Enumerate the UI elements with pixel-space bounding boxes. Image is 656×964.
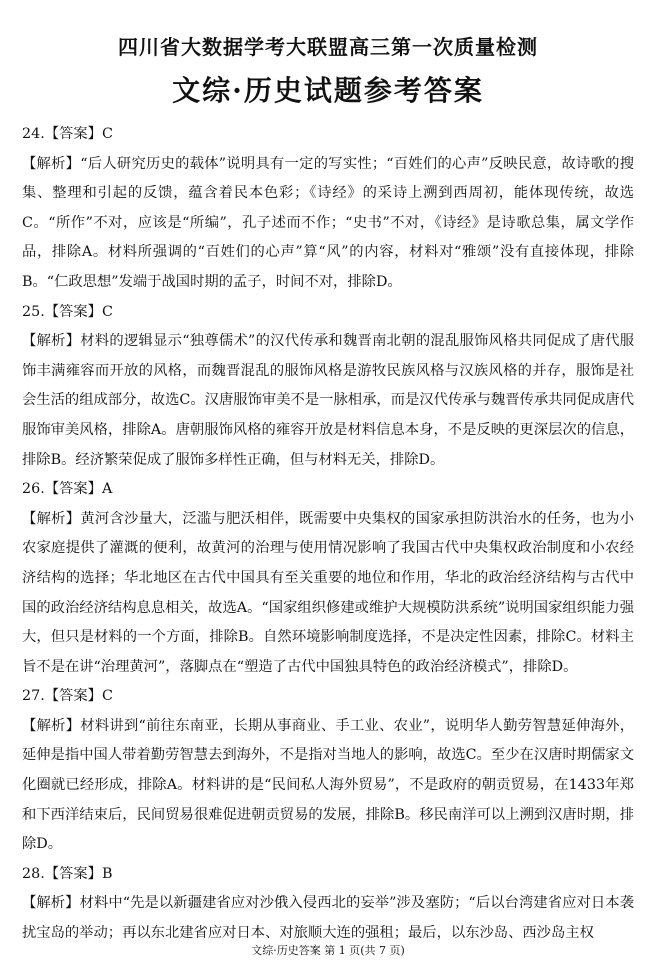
explanation-label: 【解析】 — [22, 895, 80, 912]
explanation — [22, 505, 634, 683]
explanation — [22, 889, 634, 948]
question-24 — [22, 120, 634, 298]
question-number: 25. — [22, 303, 45, 320]
question-number: 26. — [22, 481, 45, 498]
question-28 — [22, 860, 634, 949]
page-footer: 文综·历史答案 第 1 页(共 7 页) — [251, 944, 405, 957]
document-title: 文综·历史试题参考答案 — [172, 74, 484, 107]
answer-line — [22, 682, 634, 712]
question-number: 27. — [22, 688, 45, 705]
answer-label: 【答案】 — [44, 481, 102, 498]
explanation-label: 【解析】 — [22, 333, 81, 350]
answer-line — [22, 298, 634, 328]
question-26 — [22, 475, 634, 682]
explanation-text: 材料中“先是以新疆建省应对沙俄入侵西北的妄举”涉及塞防；“后以台湾建省应对日本袭扰宝岛的举动；再以东北建省应对日本、对旅顺大连的强租；最后，以东沙岛、西沙岛主权 — [22, 895, 634, 942]
question-27 — [22, 682, 634, 860]
explanation-label: 【解析】 — [22, 155, 81, 172]
answer-line — [22, 120, 634, 150]
explanation-text: “后人研究历史的载体”说明具有一定的写实性；“百姓们的心声”反映民意，故诗歌的搜集、整理和引起的反馈，蕴含着民本色彩；《诗经》的采诗上溯到西周初，能体现传统，故选C。“所作”不对，应该是“所编”，孔子述而不作；“史书”不对，《诗经》是诗歌总集，属文学作品，排除A。材料所强调的“百姓们的心声”算“风”的内容，材料对“雅颂”没有直接体现，排除B。“仁政思想”发端于战国时期的孟子，时间不对，排除D。 — [22, 155, 635, 290]
answer-content — [22, 120, 634, 949]
answer-line — [22, 475, 634, 505]
explanation-text: 材料的逻辑显示“独尊儒术”的汉代传承和魏晋南北朝的混乱服饰风格共同促成了唐代服饰丰满雍容而开放的风格，而魏晋混乱的服饰风格是游牧民族风格与汉族风格的并存，服饰是社会生活的组成部分，故选C。汉唐服饰审美不是一脉相承，而是汉代传承与魏晋传承共同促成唐代服饰审美风格，排除A。唐朝服饰风格的雍容开放是材料信息本身，不是反映的更深层次的信息，排除B。经济繁荣促成了服饰多样性正确，但与材料无关，排除D。 — [22, 333, 635, 468]
explanation — [22, 327, 634, 475]
question-number: 24. — [22, 126, 45, 142]
answer-value: C — [101, 303, 113, 320]
explanation-label: 【解析】 — [22, 717, 81, 734]
explanation-label: 【解析】 — [22, 510, 81, 527]
explanation — [22, 150, 634, 298]
answer-value: A — [101, 481, 113, 498]
answer-label: 【答案】 — [44, 303, 102, 320]
answer-value: C — [101, 688, 113, 705]
explanation-text: 材料讲到“前往东南亚，长期从事商业、手工业、农业”，说明华人勤劳智慧延伸海外，延伸是指中国人带着勤劳智慧去到海外，不是指对当地人的影响，故选C。至少在汉唐时期儒家文化圈就已经形成，排除A。材料讲的是“民间私人海外贸易”，不是政府的朝贡贸易，在1433年郑和下西洋结束后，民间贸易很难促进朝贡贸易的发展，排除B。移民南洋可以上溯到汉唐时期，排除D。 — [22, 717, 635, 853]
answer-label: 【答案】 — [44, 126, 102, 142]
question-25 — [22, 298, 634, 476]
answer-label: 【答案】 — [44, 865, 102, 882]
explanation-text: 黄河含沙量大，泛滥与肥沃相伴，既需要中央集权的国家承担防洪治水的任务，也为小农家庭提供了灌溉的便利，故黄河的治理与使用情况影响了我国古代中央集权政治制度和小农经济结构的选择；华北地区在古代中国具有至关重要的地位和作用，华北的政治经济结构与古代中国的政治经济结构息息相关，故选A。“国家组织修建或维护大规模防洪系统”说明国家组织能力强大，但只是材料的一个方面，排除B。自然环境影响制度选择，不是决定性因素，排除C。材料主旨不是在讲“治理黄河”，落脚点在“塑造了古代中国独具特色的政治经济模式”，排除D。 — [22, 510, 634, 675]
explanation — [22, 712, 634, 860]
answer-value: C — [101, 126, 113, 142]
exam-title: 四川省大数据学考大联盟高三第一次质量检测 — [118, 35, 538, 59]
answer-label: 【答案】 — [44, 688, 102, 705]
answer-line — [22, 860, 634, 890]
question-number: 28. — [22, 865, 45, 882]
answer-value: B — [101, 865, 113, 882]
